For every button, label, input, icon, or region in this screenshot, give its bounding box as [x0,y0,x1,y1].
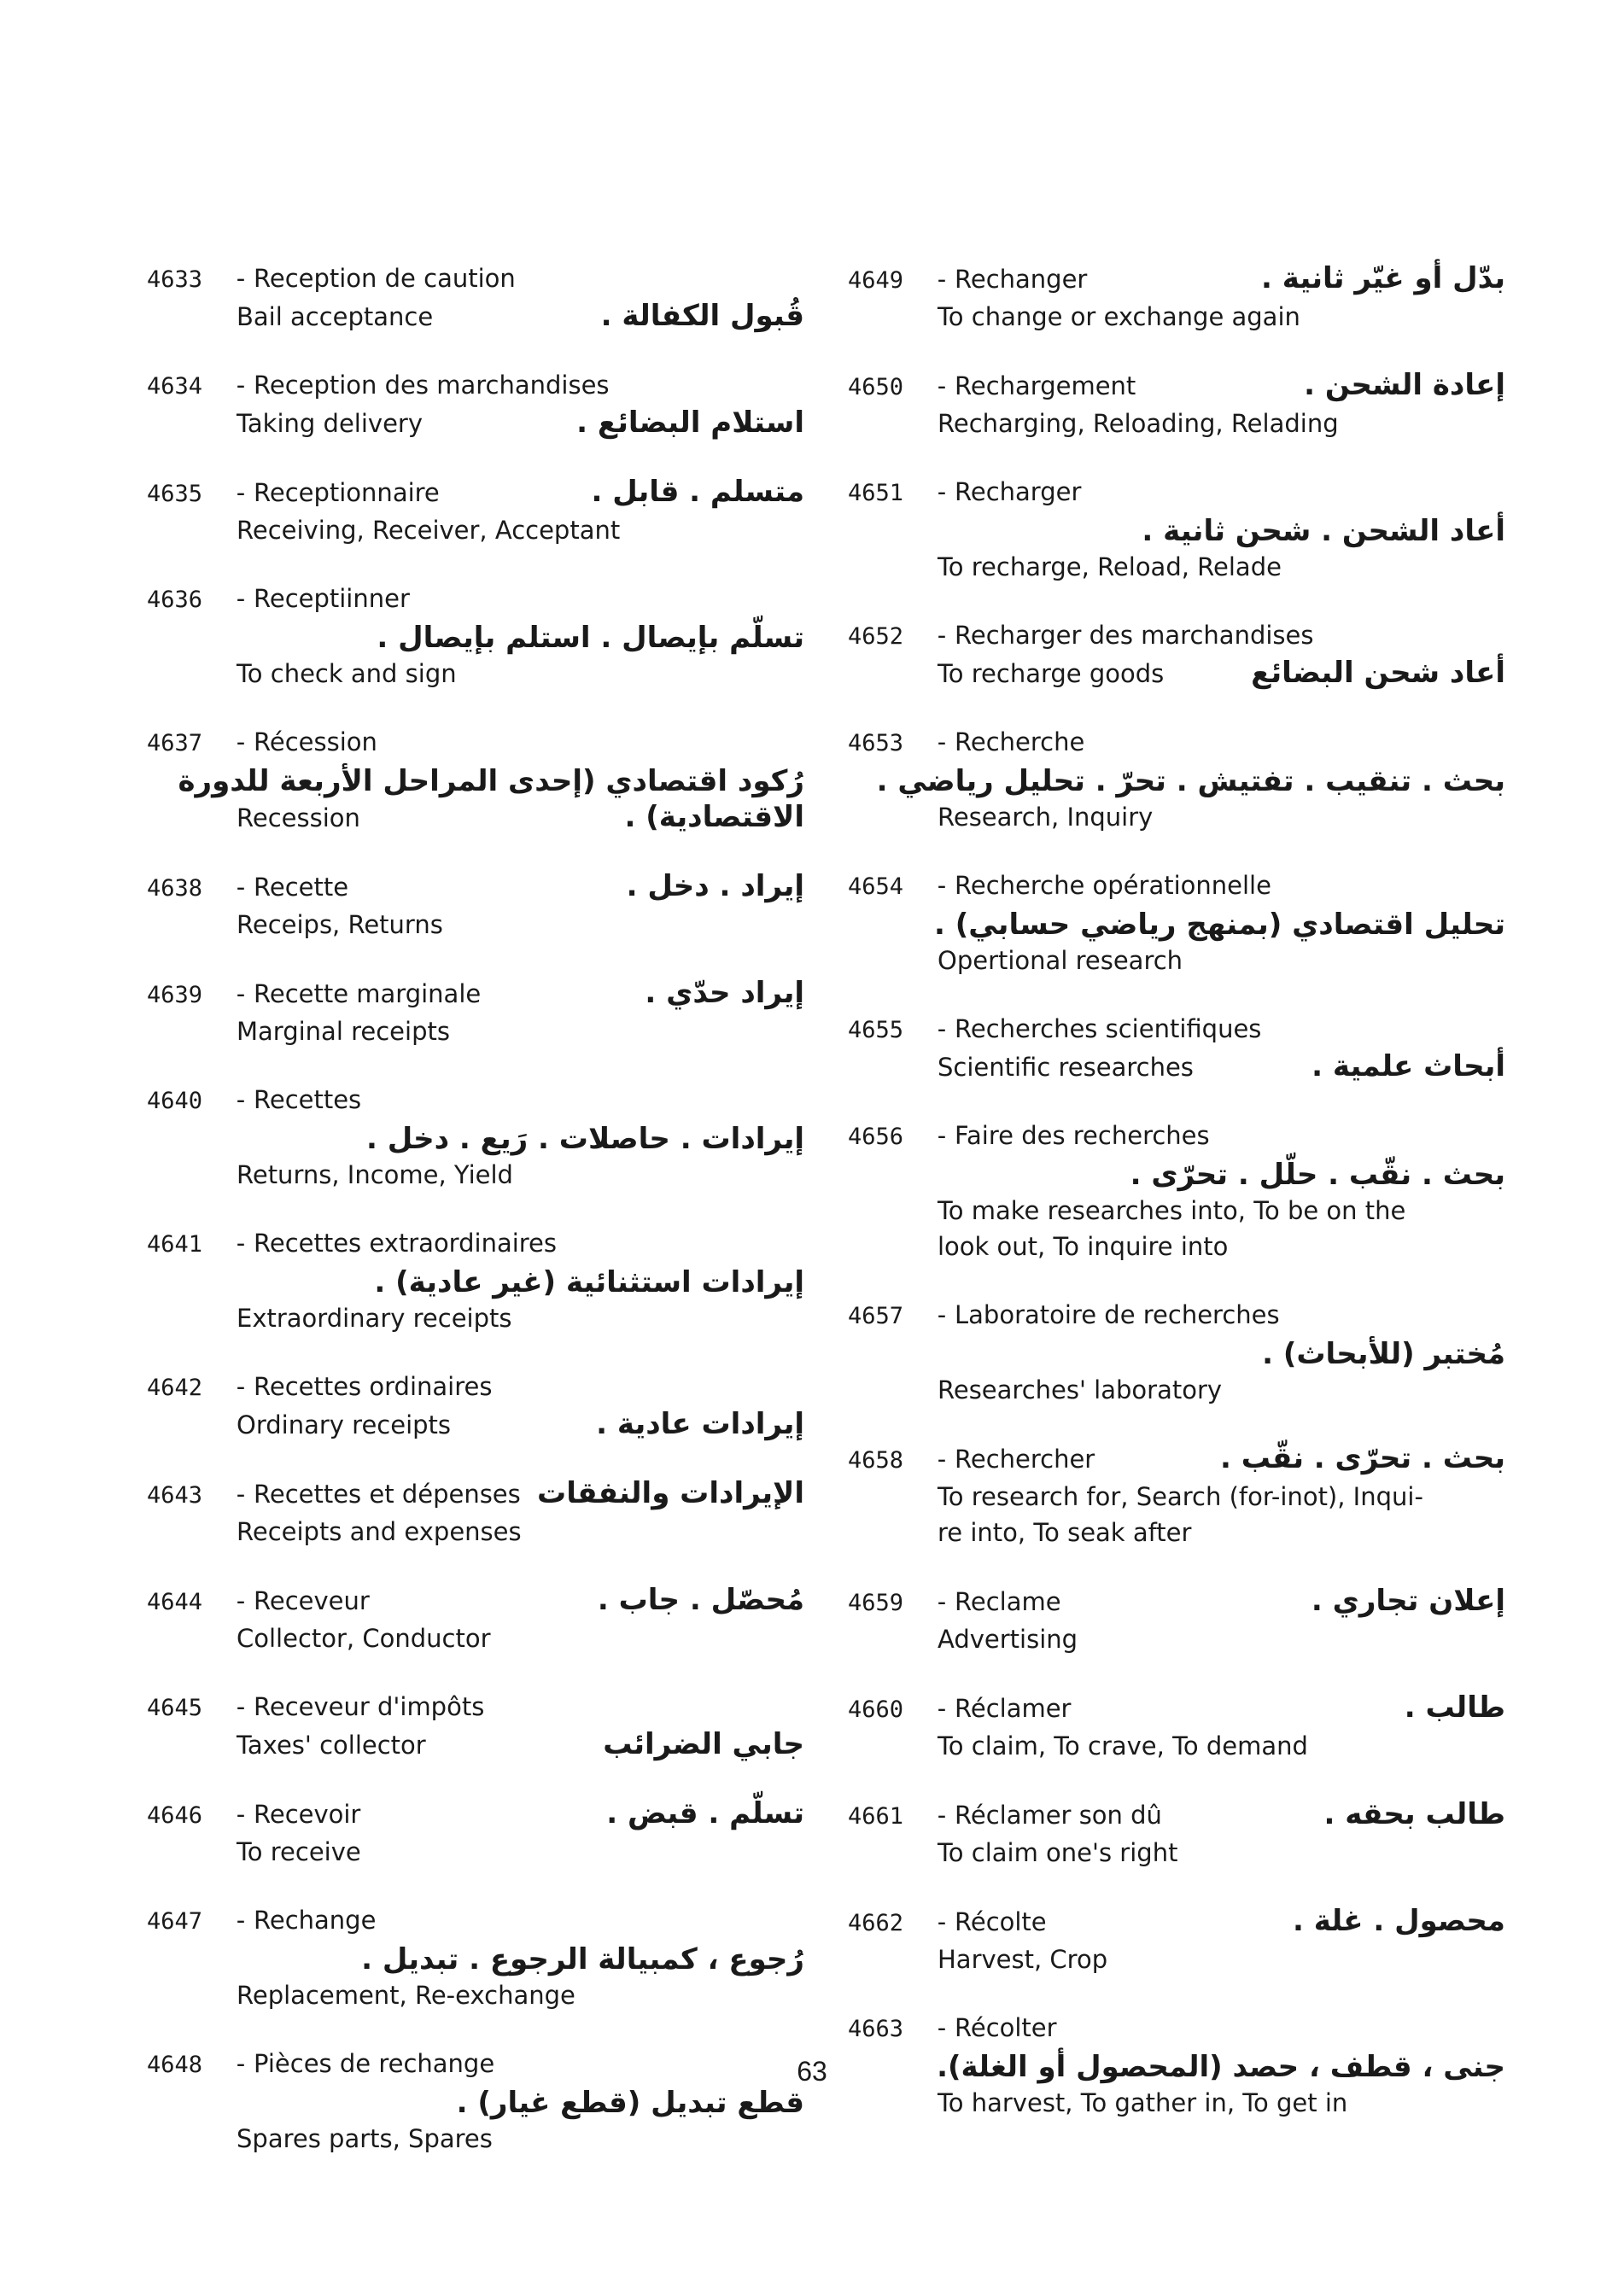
entry-dash: - [236,979,246,1008]
french-term: Receveur d'impôts [254,1692,485,1721]
dictionary-entry [848,261,1505,334]
arabic-term: أعاد الشحن . شحن ثانية . [1142,514,1505,548]
arabic-term: تحليل اقتصادي (بمنهج رياضي حسابي) . [933,908,1505,942]
entry-dash: - [937,1300,947,1329]
dictionary-entry [848,1584,1505,1656]
entry-headline [848,1012,1505,1048]
french-term: Receptionnaire [254,478,440,507]
french-term: Recharger [955,477,1082,506]
entry-headline [848,1298,1505,1334]
french-term: Recettes ordinaires [254,1372,493,1401]
arabic-term: إعادة الشحن . [1304,368,1505,402]
english-term: Receiving, Receiver, Acceptant [237,516,621,545]
arabic-term: إيرادات . حاصلات . رَيع . دخل . [366,1122,804,1156]
entry-number: 4652 [848,623,904,650]
entry-number: 4637 [147,730,203,756]
entry-headline [147,725,804,761]
entry-dash: - [236,1480,246,1509]
dictionary-entry [147,1903,804,2012]
entry-headline [848,475,1505,511]
arabic-term: الإيرادات والنفقات [537,1476,804,1510]
english-row [147,406,804,441]
entry-number: 4636 [147,587,203,613]
entry-number: 4661 [848,1803,904,1830]
entry-number: 4650 [848,374,904,400]
dictionary-entry [147,725,804,835]
entry-dash: - [236,1372,246,1401]
french-term: Recherche [955,727,1085,756]
dictionary-entry [147,581,804,691]
english-row [147,1727,804,1762]
entry-headline [147,1083,804,1118]
french-term: Récolte [955,1907,1047,1936]
english-term: Returns, Income, Yield [237,1160,513,1189]
entry-headline [147,1796,804,1833]
entry-headline [147,368,804,404]
english-term: Replacement, Re-exchange [237,1981,575,2010]
entry-headline [147,976,804,1013]
french-term: Receptiinner [254,584,410,613]
entry-headline [848,368,1505,405]
entry-number: 4651 [848,480,904,506]
french-term: Laboratoire de recherches [955,1300,1280,1329]
english-term: Taxes' collector [237,1731,426,1760]
english-term: Research, Inquiry [938,803,1154,832]
english-term-continued: look out, To inquire into [938,1232,1229,1261]
entry-number: 4657 [848,1303,904,1329]
entry-headline [848,725,1505,761]
entry-dash: - [937,265,947,294]
entry-number: 4658 [848,1447,904,1474]
english-term: To change or exchange again [938,302,1300,331]
dictionary-entry [848,1441,1505,1550]
french-term: Reception de caution [254,264,516,293]
entry-dash: - [937,1907,947,1936]
dictionary-entry [848,1118,1505,1264]
entry-number: 4663 [848,2016,904,2042]
arabic-term: قطع تبديل (قطع غيار) . [456,2086,804,2120]
french-term: Recettes extraordinaires [254,1229,558,1258]
entry-number: 4649 [848,267,904,294]
dictionary-entry [147,1796,804,1869]
entry-number: 4635 [147,481,203,507]
arabic-term-continued: الاقتصادية) . [624,800,804,834]
entry-headline [848,1690,1505,1727]
english-row [147,299,804,334]
entry-number: 4662 [848,1910,904,1936]
arabic-term: جابي الضرائب [603,1727,804,1761]
entry-headline [147,1903,804,1939]
entry-dash: - [937,727,947,756]
english-term: Recession [237,803,360,832]
left-column [147,261,804,2190]
arabic-term: مُختبر (للأبحاث) . [1262,1337,1505,1371]
dictionary-entry [848,1797,1505,1870]
entry-dash: - [236,478,246,507]
english-term: To recharge, Reload, Relade [938,552,1282,581]
entry-dash: - [236,584,246,613]
arabic-term: بحث . نقّب . حلّل . تحرّى . [1130,1158,1505,1192]
entry-dash: - [236,1692,246,1721]
entry-headline [147,869,804,906]
arabic-term: أعاد شحن البضائع [1251,656,1505,690]
entry-dash: - [937,477,947,506]
entry-number: 4660 [848,1696,904,1723]
entry-headline [848,1584,1505,1620]
arabic-term: بحث . تنقيب . تفتيش . تحرّ . تحليل رياضي . [876,764,1505,798]
french-term: Recettes et dépenses [254,1480,521,1509]
french-term: Rechanger [955,265,1088,294]
french-term: Rechercher [955,1445,1095,1474]
arabic-term: إيراد حدّي . [645,976,804,1010]
entry-headline [848,868,1505,904]
dictionary-entry [848,1690,1505,1763]
entry-dash: - [937,2013,947,2042]
french-term: Réclamer son dû [955,1801,1162,1830]
dictionary-entry [147,1476,804,1549]
dictionary-entry [848,368,1505,441]
entry-dash: - [236,1229,246,1258]
arabic-term: تسلّم . قبض . [606,1796,804,1830]
entry-dash: - [937,1587,947,1616]
entry-headline [848,1118,1505,1154]
french-term: Recettes [254,1085,362,1114]
entry-headline [147,261,804,297]
entry-headline [147,475,804,511]
dictionary-entry [147,1083,804,1192]
dictionary-entry [147,1690,804,1762]
dictionary-entry [147,475,804,547]
entry-dash: - [937,621,947,650]
arabic-term: جنى ، قطف ، حصد (المحصول أو الغلة). [937,2050,1505,2084]
english-term: Taking delivery [237,409,423,438]
arabic-term: استلام البضائع . [576,406,804,440]
arabic-term: متسلم . قابل . [591,475,804,509]
dictionary-entry [147,1369,804,1442]
entry-dash: - [236,873,246,902]
arabic-term: رُكود اقتصادي (إحدى المراحل الأربعة للدورة [178,764,804,798]
entry-number: 4654 [848,873,904,900]
french-term: Receveur [254,1586,370,1615]
arabic-term: أبحاث علمية . [1311,1049,1505,1083]
arabic-term: إعلان تجاري . [1311,1584,1505,1618]
entry-headline [848,1441,1505,1478]
entry-number: 4643 [147,1482,203,1509]
page-number: 63 [797,2056,827,2087]
entry-number: 4655 [848,1017,904,1043]
dictionary-entry [147,368,804,441]
entry-headline [848,2011,1505,2047]
entry-number: 4633 [147,266,203,293]
entry-headline [147,581,804,617]
entry-dash: - [937,1801,947,1830]
entry-headline [147,1690,804,1725]
right-column [848,261,1505,2154]
english-term: To claim one's right [938,1838,1178,1867]
dictionary-entry [147,869,804,942]
arabic-term: تسلّم بإيصال . استلم بإيصال . [377,621,804,655]
french-term: Recharger des marchandises [955,621,1314,650]
entry-dash: - [937,871,947,900]
entry-number: 4656 [848,1124,904,1150]
english-term: Extraordinary receipts [237,1304,512,1333]
french-term: Recherche opérationnelle [955,871,1271,900]
french-term: Récession [254,727,377,756]
english-term: Spares parts, Spares [237,2124,493,2153]
arabic-term: بدّل أو غيّر ثانية . [1260,261,1505,295]
french-term: Reception des marchandises [254,371,610,400]
entry-number: 4647 [147,1908,203,1935]
english-term-continued: re into, To seak after [938,1518,1192,1547]
french-term: Rechargement [955,371,1136,400]
dictionary-entry [147,1226,804,1335]
french-term: Réclamer [955,1694,1072,1723]
dictionary-entry [848,1012,1505,1084]
dictionary-entry [848,1904,1505,1976]
entry-headline [848,261,1505,298]
english-term: To receive [237,1837,361,1866]
english-term: Receips, Returns [237,910,443,939]
arabic-term: رُجوع ، كمبيالة الرجوع . تبديل . [361,1942,804,1976]
english-term: To research for, Search (for-inot), Inqui- [938,1482,1423,1511]
entry-number: 4659 [848,1590,904,1616]
english-term: To harvest, To gather in, To get in [938,2088,1348,2117]
english-term: To make researches into, To be on the [938,1196,1406,1225]
french-term: Récolter [955,2013,1057,2042]
english-term: Opertional research [938,946,1183,975]
entry-headline [848,1797,1505,1834]
dictionary-entry [147,1583,804,1655]
english-term: Bail acceptance [237,302,434,331]
entry-dash: - [236,727,246,756]
entry-dash: - [937,371,947,400]
english-term: Marginal receipts [237,1017,450,1046]
english-term: Ordinary receipts [237,1410,452,1439]
entry-dash: - [937,1121,947,1150]
entry-dash: - [937,1694,947,1723]
dictionary-entry [848,725,1505,834]
english-term: Collector, Conductor [237,1624,491,1653]
entry-number: 4653 [848,730,904,756]
french-term: Recherches scientifiques [955,1014,1262,1043]
entry-number: 4638 [147,875,203,902]
entry-dash: - [937,1014,947,1043]
dictionary-entry [147,261,804,334]
french-term: Pièces de rechange [254,2049,495,2078]
dictionary-entry [848,475,1505,584]
english-row [147,1407,804,1442]
french-term: Recette marginale [254,979,482,1008]
english-term: Advertising [938,1625,1078,1654]
english-term: Receipts and expenses [237,1517,522,1546]
entry-headline [147,1583,804,1620]
french-term: Faire des recherches [955,1121,1210,1150]
entry-dash: - [236,1085,246,1114]
entry-number: 4645 [147,1695,203,1721]
arabic-term: طالب . [1404,1690,1505,1725]
entry-dash: - [236,2049,246,2078]
entry-number: 4640 [147,1088,203,1114]
arabic-term: قُبول الكفالة . [600,299,804,333]
entry-number: 4641 [147,1231,203,1258]
english-term: Researches' laboratory [938,1375,1223,1404]
english-term: Recharging, Reloading, Relading [938,409,1339,438]
dictionary-entry [848,868,1505,978]
arabic-term: إيراد . دخل . [626,869,804,903]
entry-headline [147,1476,804,1513]
arabic-term: بحث . تحرّى . نقّب . [1219,1441,1505,1475]
entry-number: 4639 [147,982,203,1008]
english-term: To claim, To crave, To demand [938,1731,1308,1760]
dictionary-entry [848,1298,1505,1407]
entry-dash: - [236,1586,246,1615]
dictionary-entry [848,618,1505,691]
entry-dash: - [937,1445,947,1474]
arabic-term: محصول . غلة . [1293,1904,1505,1938]
entry-dash: - [236,264,246,293]
entry-headline [848,1904,1505,1941]
arabic-term: مُحصّل . جاب . [597,1583,804,1617]
english-term: Scientific researches [938,1053,1194,1082]
entry-number: 4648 [147,2052,203,2078]
french-term: Reclame [955,1587,1061,1616]
arabic-term: طالب بحقه . [1323,1797,1505,1831]
entry-dash: - [236,1906,246,1935]
french-term: Rechange [254,1906,377,1935]
english-term: To check and sign [237,659,457,688]
entry-number: 4646 [147,1802,203,1829]
english-row [147,800,804,835]
english-row [848,656,1505,691]
french-term: Recette [254,873,349,902]
english-term: Harvest, Crop [938,1945,1108,1974]
entry-number: 4642 [147,1375,203,1401]
entry-headline [848,618,1505,654]
entry-number: 4644 [147,1589,203,1615]
entry-dash: - [236,1800,246,1829]
dictionary-entry [147,976,804,1048]
arabic-term: إيرادات عادية . [596,1407,804,1441]
french-term: Recevoir [254,1800,361,1829]
english-row [848,1049,1505,1084]
entry-number: 4634 [147,373,203,400]
english-term: To recharge goods [938,659,1165,688]
entry-dash: - [236,371,246,400]
entry-headline [147,1226,804,1262]
arabic-term: إيرادات استثنائية (غير عادية) . [374,1265,804,1299]
entry-headline [147,1369,804,1405]
